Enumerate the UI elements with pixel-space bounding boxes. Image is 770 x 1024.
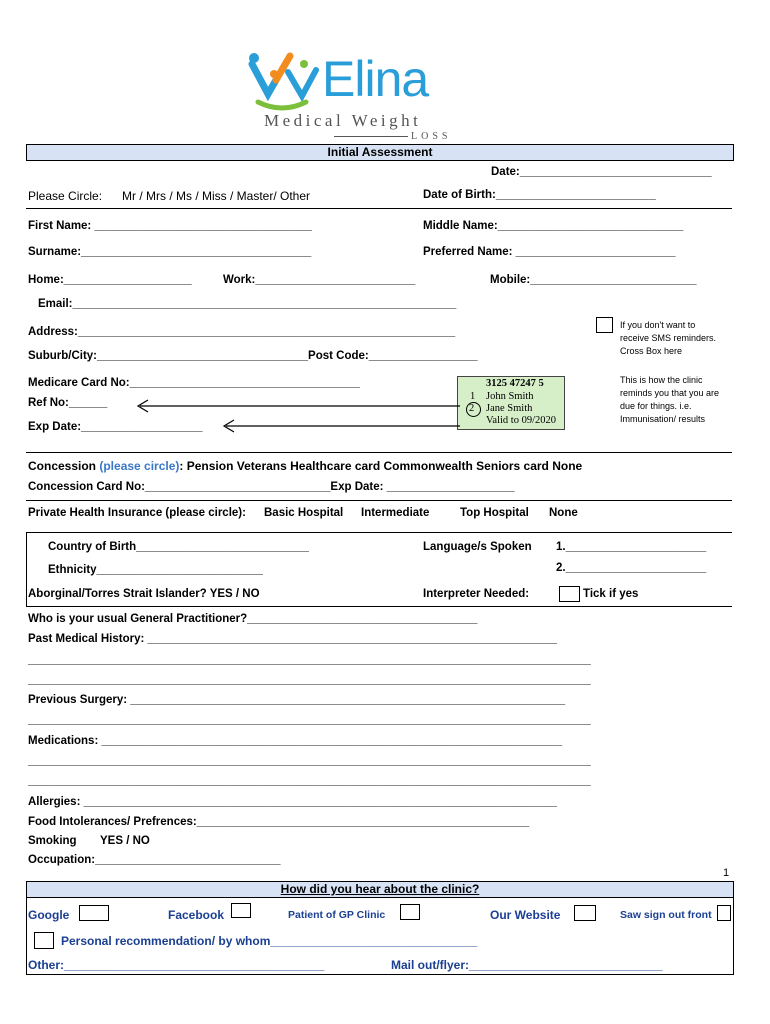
mobile-field[interactable]: Mobile:__________________________ <box>490 274 697 286</box>
medications-field[interactable]: Medications: ________________________________________________________________________ <box>28 735 562 747</box>
language-2-field[interactable]: 2.______________________ <box>556 562 707 574</box>
sms-note-3: Cross Box here <box>620 346 683 356</box>
sign-checkbox[interactable] <box>717 905 731 921</box>
medicare-sample-card <box>457 376 565 430</box>
logo-loss: LOSS <box>411 131 452 142</box>
facebook-label: Facebook <box>168 908 225 922</box>
health-top-option[interactable]: Top Hospital <box>460 507 529 519</box>
concession-label: Concession <box>28 459 97 473</box>
logo-brand: Elina <box>322 51 429 107</box>
blank-line[interactable]: ________________________________________________________________________________________ <box>28 674 591 686</box>
ethnicity-field[interactable]: Ethnicity__________________________ <box>48 564 263 576</box>
personal-recommendation-field[interactable]: Personal recommendation/ by whom_______________________________ <box>61 934 478 948</box>
interpreter-label: Interpreter Needed: <box>423 588 530 600</box>
clinic-note-2: reminds you that you are <box>620 388 720 398</box>
google-checkbox[interactable] <box>79 905 109 921</box>
middle-name-field[interactable]: Middle Name:_____________________________ <box>423 220 684 232</box>
initial-assessment-header: Initial Assessment <box>26 144 734 161</box>
blank-line[interactable]: ________________________________________________________________________________________ <box>28 755 591 767</box>
clinic-note-1: This is how the clinic <box>620 375 703 385</box>
address-field[interactable]: Address:___________________________________________________________ <box>28 326 456 338</box>
clinic-note-3: due for things. i.e. <box>620 401 692 411</box>
medicare-sample-line1-name: John Smith <box>486 391 534 402</box>
sign-label: Saw sign out front <box>620 909 712 921</box>
health-insurance-label: Private Health Insurance (please circle): <box>28 507 246 519</box>
medicare-sample-line1-num: 1 <box>470 391 476 402</box>
website-checkbox[interactable] <box>574 905 596 921</box>
language-label: Language/s Spoken <box>423 541 532 553</box>
gp-clinic-label: Patient of GP Clinic <box>288 909 386 921</box>
preferred-name-field[interactable]: Preferred Name: _________________________ <box>423 246 676 258</box>
ref-no-field[interactable]: Ref No:______ <box>28 397 108 409</box>
gp-clinic-checkbox[interactable] <box>400 904 420 920</box>
concession-colon: : <box>179 459 184 473</box>
previous-surgery-field[interactable]: Previous Surgery: ____________________________________________________________________ <box>28 694 566 706</box>
date-field[interactable]: Date:______________________________ <box>491 166 712 178</box>
suburb-postcode-field[interactable]: Suburb/City:_________________________________Post Code:_________________ <box>28 350 478 362</box>
logo-subtitle: Medical Weight <box>264 111 422 130</box>
past-medical-history-field[interactable]: Past Medical History: ________________________________________________________________ <box>28 633 557 645</box>
concession-please-circle: (please circle) <box>99 459 180 473</box>
work-phone-field[interactable]: Work:_________________________ <box>223 274 416 286</box>
personal-recommendation-checkbox[interactable] <box>34 932 54 949</box>
email-field[interactable]: Email:____________________________________________________________ <box>38 298 457 310</box>
food-intolerances-field[interactable]: Food Intolerances/ Prefrences:____________________________________________________ <box>28 816 530 828</box>
first-name-field[interactable]: First Name: __________________________________ <box>28 220 312 232</box>
clinic-note-4: Immunisation/ results <box>620 414 706 424</box>
dob-field[interactable]: Date of Birth:_________________________ <box>423 189 656 201</box>
google-label: Google <box>28 908 70 922</box>
arrow-icon <box>220 418 470 438</box>
concession-row <box>28 459 582 473</box>
other-field[interactable]: Other:_______________________________________ <box>28 958 325 972</box>
medicare-sample-valid: Valid to 09/2020 <box>486 415 556 426</box>
logo-figures-icon <box>244 50 324 112</box>
smoking-label: Smoking <box>28 835 77 847</box>
country-of-birth-field[interactable]: Country of Birth___________________________ <box>48 541 309 553</box>
medicare-sample-line2-num: 2 <box>469 403 475 414</box>
interpreter-tick-label: Tick if yes <box>583 588 639 600</box>
website-label: Our Website <box>490 908 561 922</box>
referral-header <box>26 881 734 898</box>
concession-options[interactable]: Pension Veterans Healthcare card Commonwealth Seniors card None <box>186 459 583 473</box>
page-number: 1 <box>723 867 730 879</box>
sms-note-2: receive SMS reminders. <box>620 333 717 343</box>
health-basic-option[interactable]: Basic Hospital <box>264 507 344 519</box>
medicare-sample-number: 3125 47247 5 <box>486 378 544 389</box>
please-circle-label: Please Circle: <box>28 189 103 203</box>
mail-flyer-field[interactable]: Mail out/flyer:_____________________________ <box>391 958 663 972</box>
home-phone-field[interactable]: Home:____________________ <box>28 274 192 286</box>
language-1-field[interactable]: 1.______________________ <box>556 541 707 553</box>
health-intermediate-option[interactable]: Intermediate <box>361 507 430 519</box>
gp-field[interactable]: Who is your usual General Practitioner?____________________________________ <box>28 613 478 625</box>
occupation-field[interactable]: Occupation:_____________________________ <box>28 854 281 866</box>
blank-line[interactable]: ________________________________________________________________________________________ <box>28 775 591 787</box>
aboriginal-question[interactable]: Aborginal/Torres Strait Islander? YES / NO <box>28 588 260 600</box>
facebook-checkbox[interactable] <box>231 903 251 918</box>
logo <box>244 50 464 145</box>
health-none-option[interactable]: None <box>549 507 578 519</box>
title-options[interactable]: Mr / Mrs / Ms / Miss / Master/ Other <box>122 189 311 203</box>
medicare-sample-line2-name: Jane Smith <box>486 403 533 414</box>
referral-title: How did you hear about the clinic? <box>280 882 480 896</box>
surname-field[interactable]: Surname:____________________________________ <box>28 246 312 258</box>
blank-line[interactable]: ________________________________________________________________________________________ <box>28 654 591 666</box>
sms-optout-checkbox[interactable] <box>596 317 613 333</box>
sms-note-1: If you don't want to <box>620 320 696 330</box>
interpreter-checkbox[interactable] <box>559 586 580 602</box>
allergies-field[interactable]: Allergies: __________________________________________________________________________ <box>28 796 557 808</box>
smoking-options[interactable]: YES / NO <box>100 835 150 847</box>
concession-card-field[interactable]: Concession Card No:_____________________________Exp Date: ____________________ <box>28 481 515 493</box>
blank-line[interactable]: ________________________________________________________________________________________ <box>28 714 591 726</box>
exp-date-field[interactable]: Exp Date:___________________ <box>28 421 203 433</box>
medicare-card-field[interactable]: Medicare Card No:____________________________________ <box>28 377 360 389</box>
